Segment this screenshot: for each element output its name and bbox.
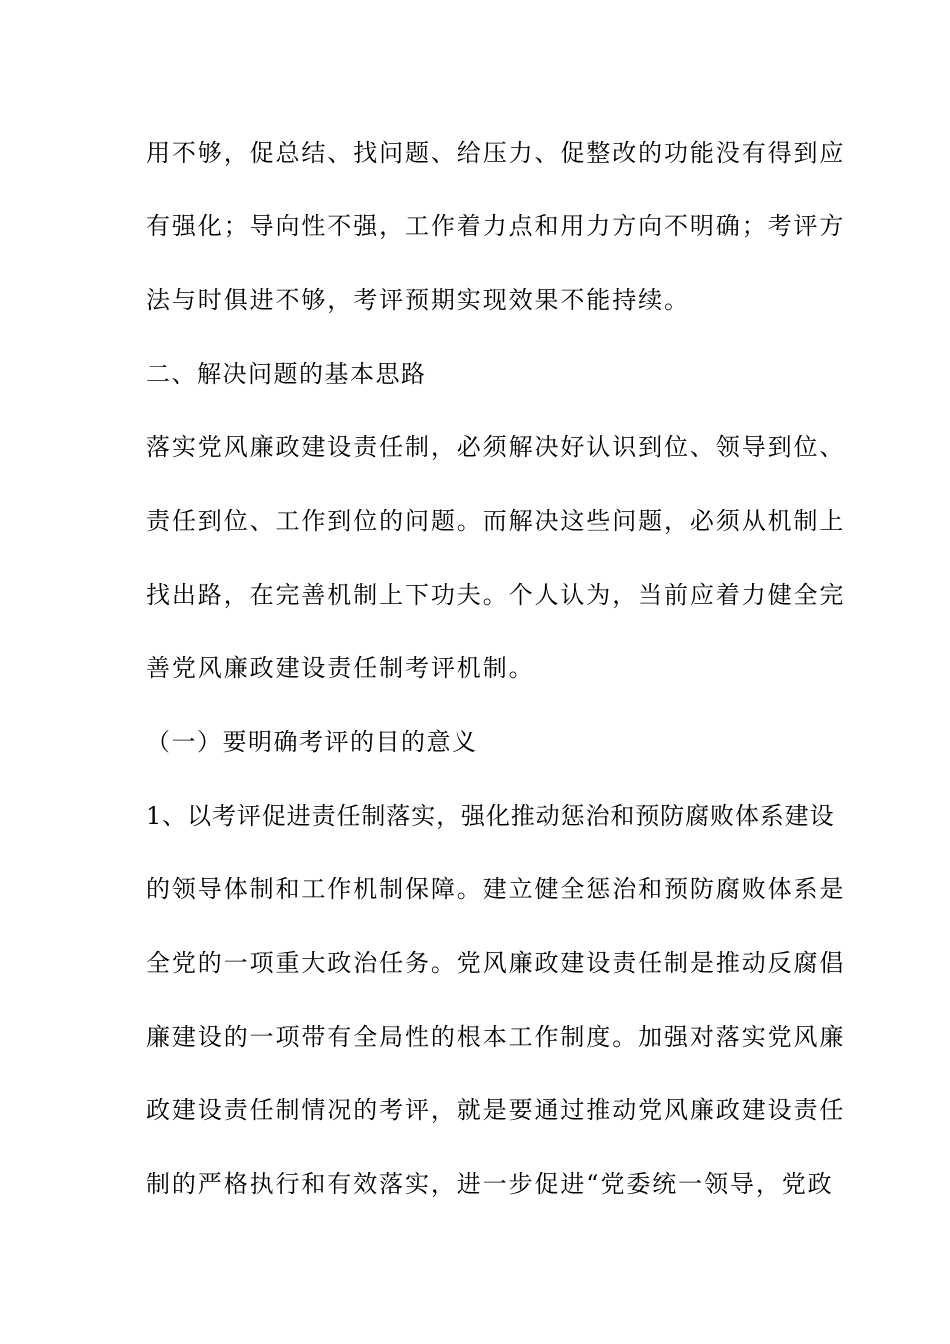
body-text-line: 法与时俱进不够，考评预期实现效果不能持续。 (146, 286, 690, 314)
body-text-line: 用不够，促总结、找问题、给压力、促整改的功能没有得到应 (146, 139, 846, 167)
body-text-line: 善党风廉政建设责任制考评机制。 (146, 654, 535, 682)
body-text-line: 制的严格执行和有效落实，进一步促进“党委统一领导，党政 (146, 1170, 834, 1198)
body-text-line: 有强化；导向性不强，工作着力点和用力方向不明确；考评方 (146, 212, 846, 240)
body-text-line: 责任到位、工作到位的问题。而解决这些问题，必须从机制上 (146, 507, 846, 535)
body-text-line: 政建设责任制情况的考评，就是要通过推动党风廉政建设责任 (146, 1096, 846, 1124)
body-text-line: 全党的一项重大政治任务。党风廉政建设责任制是推动反腐倡 (146, 949, 846, 977)
body-text-line: 廉建设的一项带有全局性的根本工作制度。加强对落实党风廉 (146, 1023, 846, 1051)
body-text-line: 找出路，在完善机制上下功夫。个人认为，当前应着力健全完 (146, 581, 846, 609)
subsection-heading: （一）要明确考评的目的意义 (146, 728, 478, 756)
body-text-line: 落实党风廉政建设责任制，必须解决好认识到位、领导到位、 (146, 433, 846, 461)
body-text-line: 的领导体制和工作机制保障。建立健全惩治和预防腐败体系是 (146, 875, 846, 903)
body-text-line: 1、以考评促进责任制落实，强化推动惩治和预防腐败体系建设 (146, 802, 835, 830)
section-heading: 二、解决问题的基本思路 (146, 360, 427, 388)
